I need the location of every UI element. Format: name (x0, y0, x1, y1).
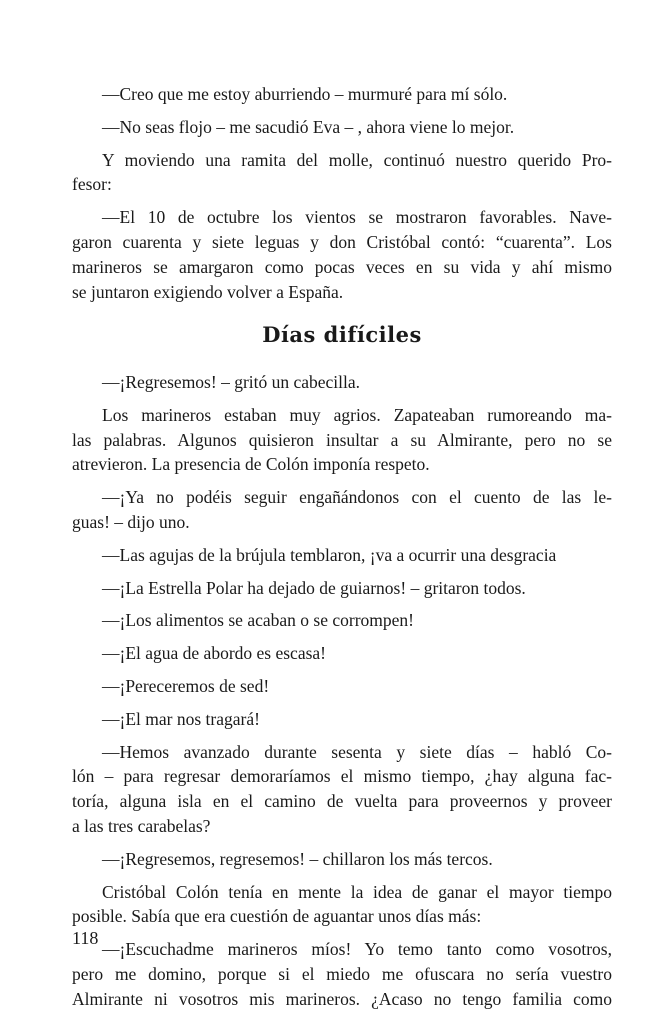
text-line: Y moviendo una ramita del molle, continuó nuestro querido Pro- (102, 149, 612, 170)
text-line: —¡Escuchadme marineros míos! Yo temo tanto como vosotros, (102, 939, 612, 960)
text-line: marineros se amargaron como pocas veces en su vida y ahí mismo (72, 256, 612, 277)
text-line: —¡Los alimentos se acaban o se corrompen! (102, 610, 414, 631)
text-line: —¡El mar nos tragará! (102, 708, 260, 729)
text-line: —¡Ya no podéis seguir engañándonos con el cuento de las le- (102, 487, 612, 508)
text-line: —¡Regresemos! – gritó un cabecilla. (102, 372, 361, 392)
text-line: fesor: (72, 174, 112, 195)
text-line: —¡La Estrella Polar ha dejado de guiarnos! – gritaron todos. (102, 577, 526, 598)
text-line: —Creo que me estoy aburriendo – murmuré para mí sólo. (102, 84, 508, 104)
text-line: Cristóbal Colón tenía en mente la idea de ganar el mayor tiempo (102, 881, 612, 902)
text-line: las palabras. Algunos quisieron insultar a su Almirante, pero no se (72, 429, 612, 450)
text-line: —No seas flojo – me sacudió Eva – , ahora viene lo mejor. (102, 116, 515, 137)
text-line: —El 10 de octubre los vientos se mostraron favorables. Nave- (102, 207, 612, 228)
text-line: a las tres carabelas? (72, 815, 211, 836)
page-number: 118 (72, 928, 99, 948)
text-line: lón – para regresar demoraríamos el mismo tiempo, ¿hay alguna fac- (72, 766, 612, 787)
text-line: —Hemos avanzado durante sesenta y siete días – habló Co- (102, 741, 612, 762)
text-line: se juntaron exigiendo volver a España. (72, 281, 344, 302)
main-text-block (72, 370, 612, 1012)
text-line: pero me domino, porque si el miedo me ofuscara no sería vuestro (72, 963, 612, 984)
top-text-block (72, 82, 612, 304)
text-line: garon cuarenta y siete leguas y don Cristóbal contó: “cuarenta”. Los (72, 231, 612, 252)
text-line: —¡El agua de abordo es escasa! (102, 643, 326, 664)
section-heading: Días difíciles (262, 322, 422, 347)
text-line: atrevieron. La presencia de Colón imponía respeto. (72, 454, 430, 475)
text-line: Almirante ni vosotros mis marineros. ¿Acaso no tengo familia como (72, 988, 612, 1009)
text-line: guas! – dijo uno. (72, 511, 190, 532)
text-line: —¡Pereceremos de sed! (102, 675, 270, 696)
text-line: —¡Regresemos, regresemos! – chillaron los más tercos. (102, 848, 493, 869)
text-line: —Las agujas de la brújula temblaron, ¡va a ocurrir una desgracia (102, 544, 557, 565)
text-line: toría, alguna isla en el camino de vuelta para proveernos y proveer (72, 791, 612, 812)
text-line: posible. Sabía que era cuestión de aguantar unos días más: (72, 906, 482, 927)
text-line: Los marineros estaban muy agrios. Zapateaban rumoreando ma- (102, 404, 612, 425)
